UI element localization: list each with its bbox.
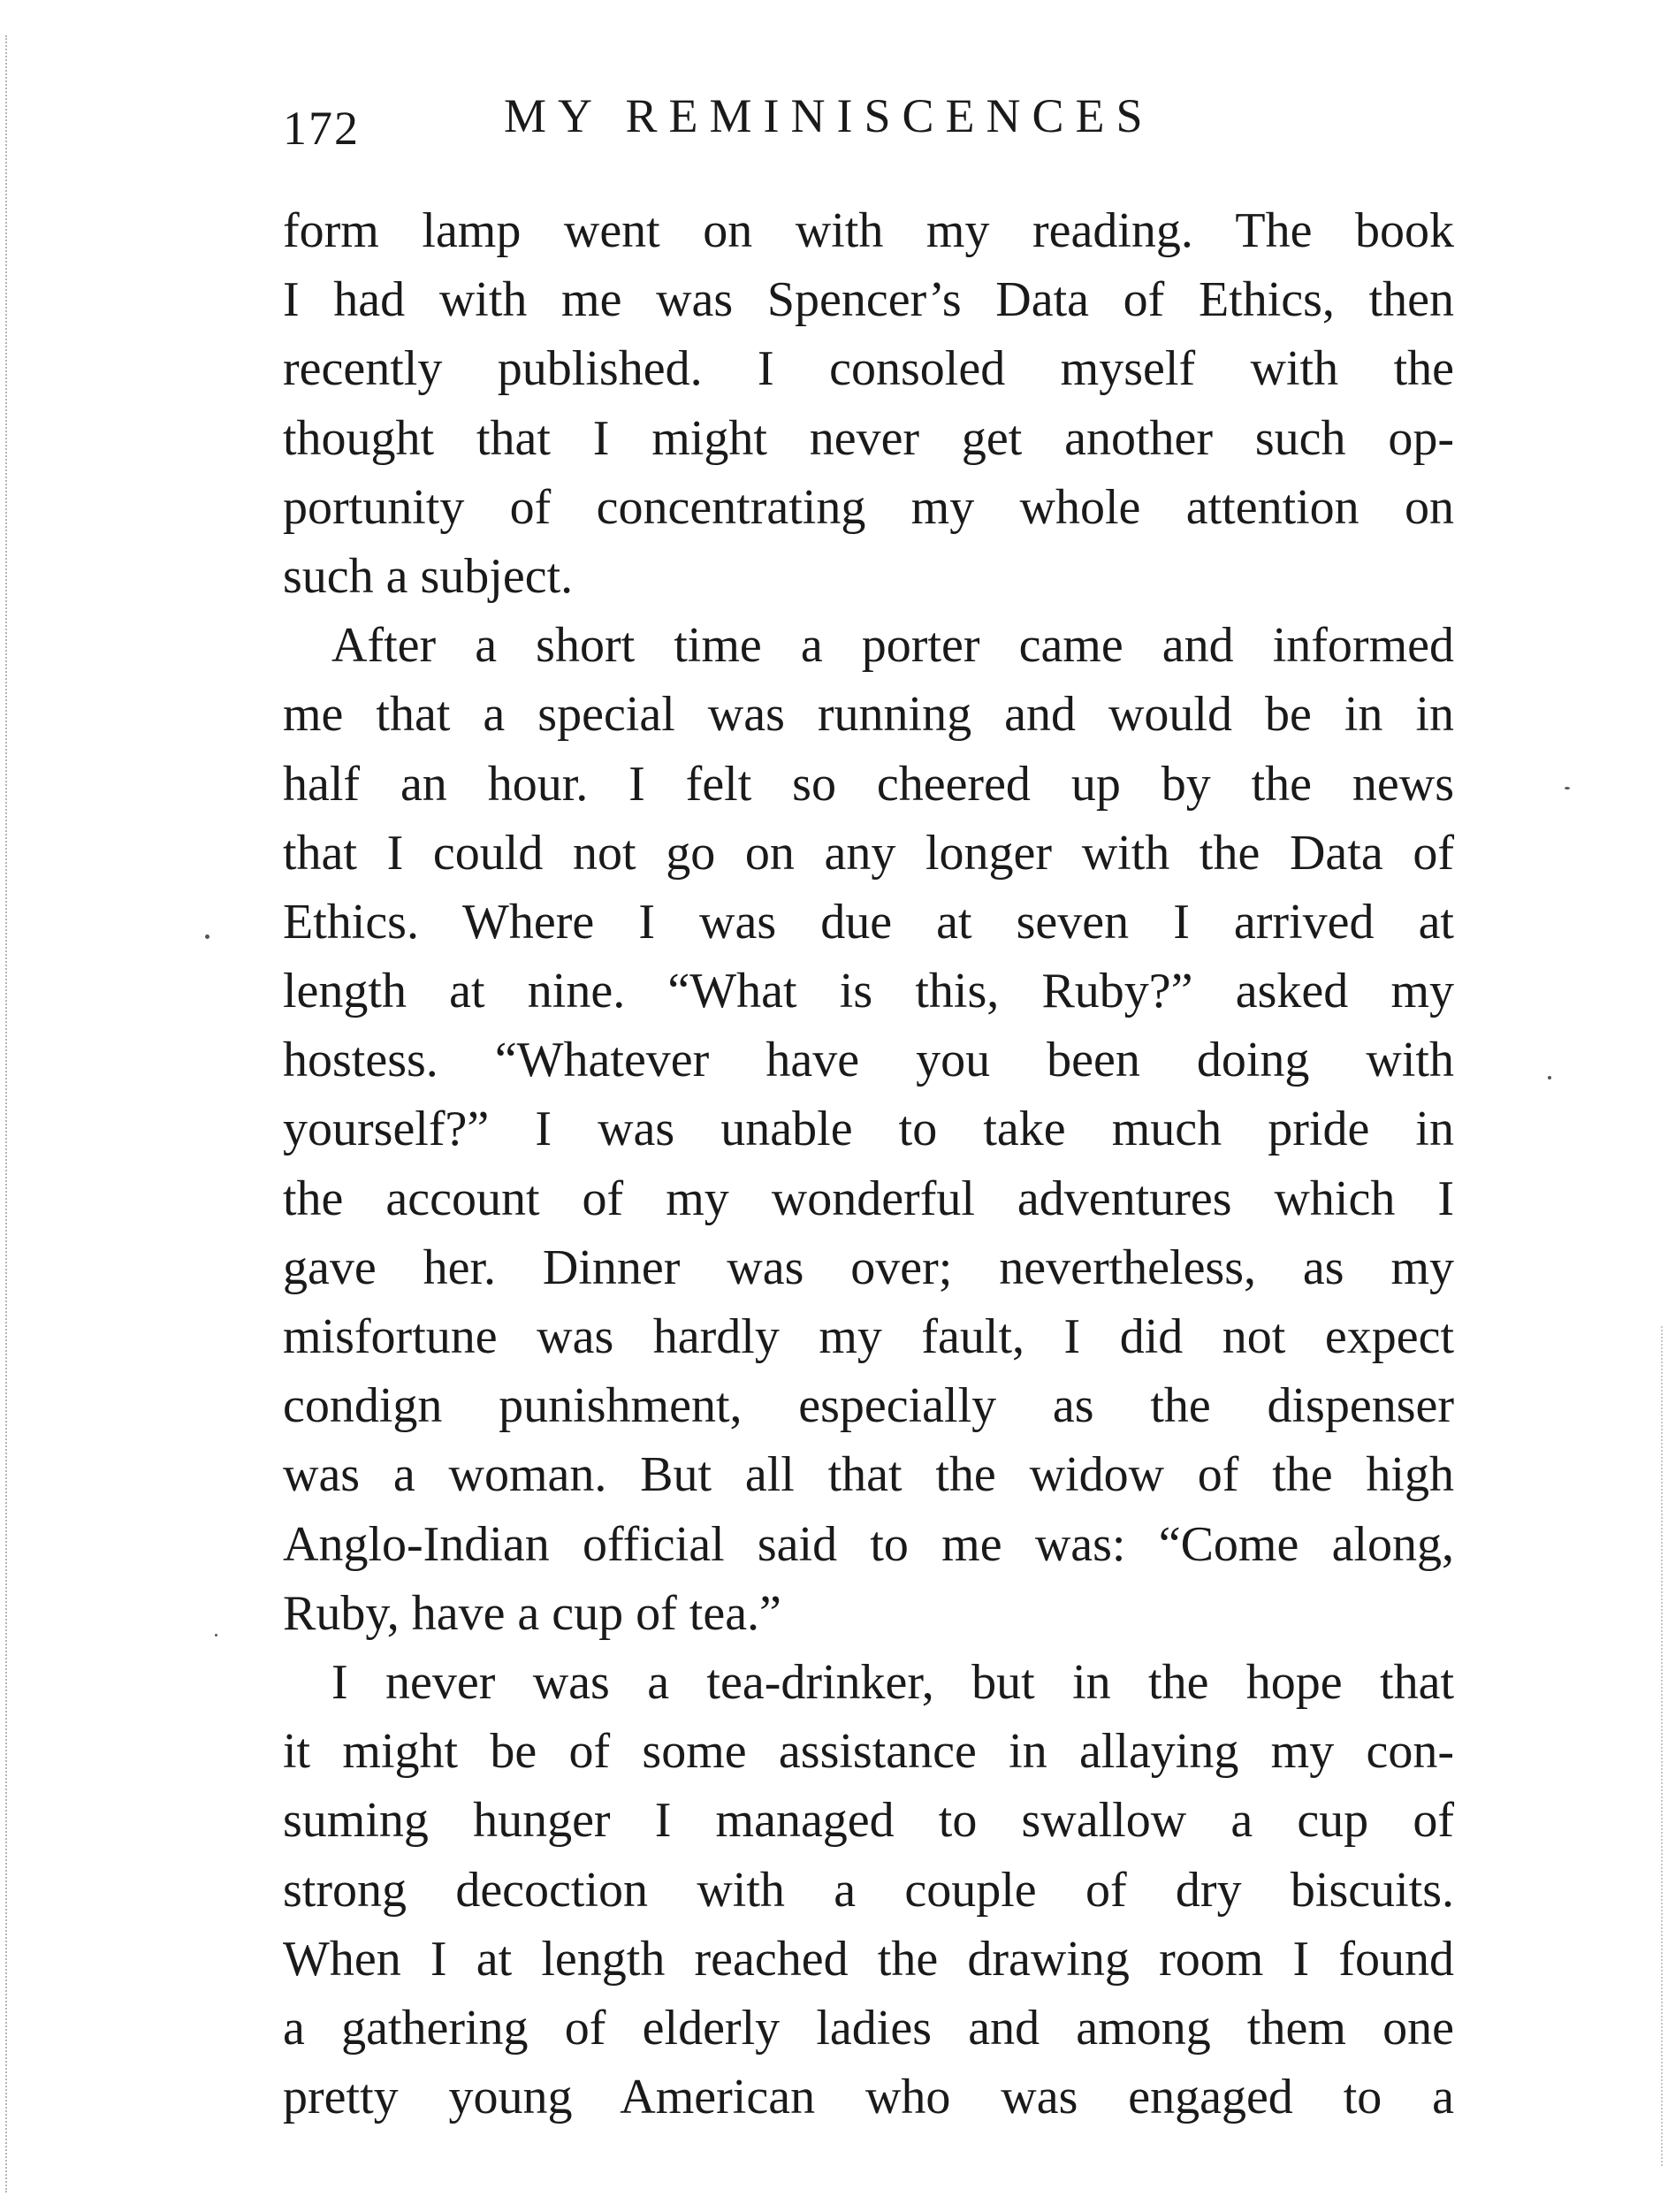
text-line: portunity of concentrating my whole attention on: [283, 479, 1454, 535]
scanned-right-edge: [1658, 1326, 1663, 2166]
scanned-left-edge: [5, 35, 10, 2193]
text-line: Ruby, have a cup of tea.”: [283, 1585, 781, 1641]
text-line: me that a special was running and would be in in: [283, 687, 1454, 743]
text-line: strong decoction with a couple of dry biscuits.: [283, 1862, 1454, 1918]
scan-speck: [215, 1634, 217, 1636]
text-line: condign punishment, especially as the dispenser: [283, 1378, 1454, 1434]
text-line: that I could not go on any longer with the Data of: [283, 825, 1454, 881]
text-line: Anglo-Indian official said to me was: “Come along,: [283, 1516, 1454, 1572]
text-line: half an hour. I felt so cheered up by the news: [283, 756, 1454, 812]
text-line: a gathering of elderly ladies and among them one: [283, 2000, 1454, 2056]
text-line: misfortune was hardly my fault, I did not expect: [283, 1309, 1454, 1364]
text-line: suming hunger I managed to swallow a cup of: [283, 1793, 1454, 1849]
text-line: form lamp went on with my reading. The book: [283, 203, 1454, 258]
text-line: pretty young American who was engaged to a: [283, 2070, 1454, 2125]
scan-speck: [1565, 787, 1570, 789]
text-line: When I at length reached the drawing room I found: [283, 1931, 1454, 1987]
text-line: I never was a tea-drinker, but in the hope that: [331, 1654, 1454, 1710]
text-line: gave her. Dinner was over; nevertheless, as my: [283, 1239, 1454, 1295]
running-head: MY REMINISCENCES: [504, 89, 1154, 142]
text-line: the account of my wonderful adventures which I: [283, 1171, 1454, 1226]
text-line: length at nine. “What is this, Ruby?” asked my: [283, 964, 1454, 1019]
body-text: [283, 196, 1454, 2132]
text-line: yourself?” I was unable to take much pride in: [283, 1102, 1454, 1157]
page-header: [283, 88, 1450, 159]
text-line: recently published. I consoled myself with the: [283, 341, 1454, 397]
page-number: 172: [283, 102, 360, 155]
scan-speck: [205, 934, 209, 939]
text-line: hostess. “Whatever have you been doing with: [283, 1033, 1454, 1088]
text-line: it might be of some assistance in allaying my con-: [283, 1724, 1454, 1780]
text-line: thought that I might never get another such op-: [283, 410, 1454, 466]
text-line: Ethics. Where I was due at seven I arrived at: [283, 894, 1454, 950]
text-line: I had with me was Spencer’s Data of Ethics, then: [283, 272, 1454, 328]
text-line: was a woman. But all that the widow of the high: [283, 1447, 1454, 1503]
text-line: such a subject.: [283, 548, 574, 604]
text-line: After a short time a porter came and informed: [331, 618, 1454, 674]
scan-speck: [1548, 1076, 1551, 1079]
